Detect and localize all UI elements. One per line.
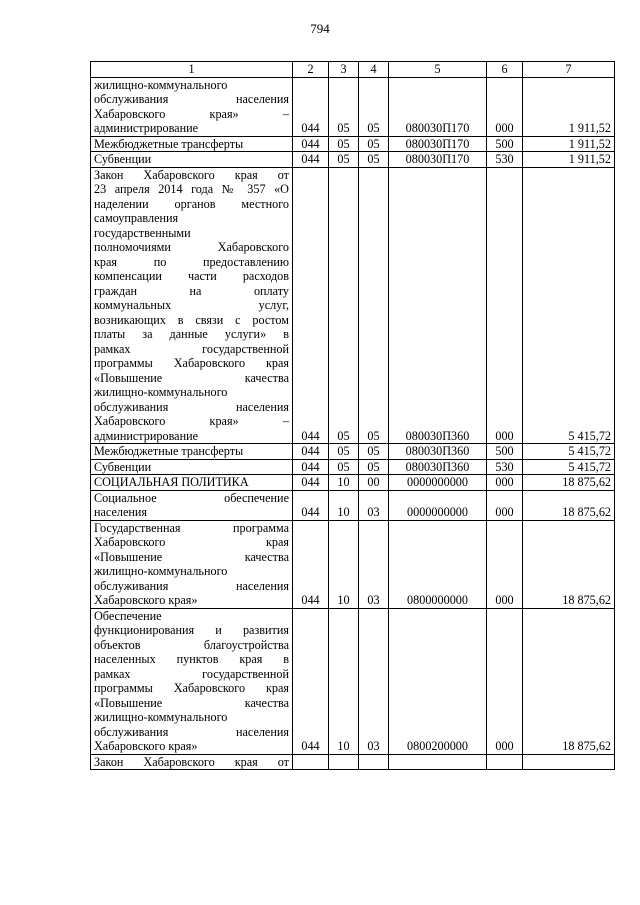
table-row — [91, 490, 615, 520]
column-header: 6 — [487, 62, 523, 78]
row-name-line: Хабаровского края» – — [94, 414, 289, 428]
row-name-line: Межбюджетные трансферты — [94, 136, 244, 151]
row-value-c3: 10 — [329, 520, 359, 608]
row-value-c7: 1 911,52 — [523, 77, 615, 136]
row-value-c4 — [359, 754, 389, 770]
row-name-line: наделении органов местного — [94, 196, 289, 211]
row-value-c3: 05 — [329, 459, 359, 475]
column-header: 7 — [523, 62, 615, 78]
budget-table — [90, 61, 615, 770]
row-name-line: компенсации части расходов — [94, 269, 289, 283]
row-value-c4: 05 — [359, 167, 389, 444]
row-value-c6: 530 — [487, 459, 523, 475]
row-value-c3: 05 — [329, 167, 359, 444]
row-name-line: Субвенции — [94, 459, 152, 474]
table-header-row — [91, 62, 615, 78]
row-name-line: Социальное обеспечение — [94, 490, 289, 505]
row-value-c5: 0800000000 — [389, 520, 487, 608]
row-value-c5: 080030П360 — [389, 459, 487, 475]
row-value-c2: 044 — [293, 444, 329, 460]
row-value-c7: 18 875,62 — [523, 608, 615, 754]
row-value-c6: 000 — [487, 490, 523, 520]
row-value-c2 — [293, 754, 329, 770]
row-value-c6: 000 — [487, 520, 523, 608]
row-value-c5 — [389, 754, 487, 770]
row-name-cell — [91, 152, 293, 168]
column-header: 4 — [359, 62, 389, 78]
row-name-line: самоуправления — [94, 211, 179, 225]
row-value-c5: 080030П170 — [389, 136, 487, 152]
column-header: 1 — [91, 62, 293, 78]
row-name-line: обслуживания населения — [94, 399, 289, 414]
row-name-line: населенных пунктов края в — [94, 652, 289, 666]
table-body — [91, 77, 615, 770]
row-value-c2: 044 — [293, 475, 329, 491]
row-value-c7: 18 875,62 — [523, 490, 615, 520]
row-value-c3: 05 — [329, 77, 359, 136]
row-name-line: рамках государственной — [94, 666, 289, 681]
row-name-line: жилищно-коммунального — [94, 385, 228, 399]
row-name-line: платы за данные услуги» в — [94, 327, 289, 341]
row-value-c6 — [487, 754, 523, 770]
row-value-c6: 500 — [487, 136, 523, 152]
table-row — [91, 754, 615, 770]
row-name-line: Хабаровского края» — [94, 739, 198, 753]
row-name-line: обслуживания населения — [94, 724, 289, 739]
row-name-line: Закон Хабаровского края от — [94, 754, 289, 769]
row-value-c2: 044 — [293, 152, 329, 168]
row-value-c5: 0800200000 — [389, 608, 487, 754]
row-value-c3: 10 — [329, 608, 359, 754]
row-value-c4: 05 — [359, 136, 389, 152]
row-value-c5: 080030П170 — [389, 77, 487, 136]
row-value-c7: 5 415,72 — [523, 459, 615, 475]
row-value-c5: 080030П360 — [389, 167, 487, 444]
row-value-c3: 05 — [329, 136, 359, 152]
row-name-line: жилищно-коммунального — [94, 710, 228, 724]
row-value-c4: 03 — [359, 490, 389, 520]
row-value-c2: 044 — [293, 490, 329, 520]
row-name-line: государственными — [94, 225, 191, 240]
row-value-c3: 10 — [329, 475, 359, 491]
row-name-line: жилищно-коммунального — [94, 77, 228, 92]
row-value-c4: 03 — [359, 608, 389, 754]
row-value-c5: 080030П170 — [389, 152, 487, 168]
table-row — [91, 520, 615, 608]
row-name-line: Хабаровского края» – — [94, 106, 289, 121]
row-name-line: Хабаровского края» — [94, 593, 198, 607]
row-value-c6: 000 — [487, 167, 523, 444]
row-name-line: возникающих в связи с ростом — [94, 312, 289, 327]
column-header: 5 — [389, 62, 487, 78]
row-value-c7: 1 911,52 — [523, 152, 615, 168]
column-header: 2 — [293, 62, 329, 78]
row-name-line: Закон Хабаровского края от — [94, 167, 289, 182]
row-name-line: СОЦИАЛЬНАЯ ПОЛИТИКА — [94, 475, 249, 489]
row-name-line: Обеспечение — [94, 608, 162, 623]
row-name-line: граждан на оплату — [94, 283, 289, 298]
row-value-c2: 044 — [293, 520, 329, 608]
row-value-c4: 05 — [359, 444, 389, 460]
table-row — [91, 77, 615, 136]
row-name-line: «Повышение качества — [94, 549, 289, 564]
row-value-c3 — [329, 754, 359, 770]
table-row — [91, 152, 615, 168]
row-value-c3: 10 — [329, 490, 359, 520]
row-name-line: 23 апреля 2014 года № 357 «О — [94, 182, 289, 196]
row-name-cell — [91, 459, 293, 475]
row-name-line: программы Хабаровского края — [94, 681, 289, 695]
row-name-line: «Повышение качества — [94, 370, 289, 385]
row-name-cell — [91, 608, 293, 754]
row-name-line: обслуживания населения — [94, 92, 289, 106]
row-name-line: администрирование — [94, 121, 199, 135]
row-value-c4: 05 — [359, 459, 389, 475]
row-name-line: функционирования и развития — [94, 623, 289, 637]
row-value-c5: 0000000000 — [389, 490, 487, 520]
row-name-cell — [91, 475, 293, 491]
row-value-c6: 000 — [487, 475, 523, 491]
row-value-c6: 000 — [487, 77, 523, 136]
row-value-c2: 044 — [293, 608, 329, 754]
row-value-c7 — [523, 754, 615, 770]
column-header: 3 — [329, 62, 359, 78]
row-value-c4: 00 — [359, 475, 389, 491]
row-value-c7: 18 875,62 — [523, 520, 615, 608]
row-name-line: жилищно-коммунального — [94, 564, 228, 578]
row-value-c2: 044 — [293, 136, 329, 152]
row-value-c6: 530 — [487, 152, 523, 168]
row-name-line: программы Хабаровского края — [94, 356, 289, 370]
row-name-line: полномочиями Хабаровского — [94, 240, 289, 254]
row-name-line: администрирование — [94, 428, 199, 443]
row-value-c4: 03 — [359, 520, 389, 608]
table-row — [91, 167, 615, 444]
row-value-c7: 1 911,52 — [523, 136, 615, 152]
row-name-cell — [91, 444, 293, 460]
row-value-c4: 05 — [359, 77, 389, 136]
row-value-c7: 5 415,72 — [523, 444, 615, 460]
row-value-c5: 080030П360 — [389, 444, 487, 460]
row-name-cell — [91, 490, 293, 520]
row-value-c2: 044 — [293, 459, 329, 475]
row-value-c5: 0000000000 — [389, 475, 487, 491]
row-name-line: коммунальных услуг, — [94, 298, 289, 312]
row-value-c6: 000 — [487, 608, 523, 754]
row-value-c4: 05 — [359, 152, 389, 168]
row-name-cell — [91, 167, 293, 444]
row-value-c3: 05 — [329, 152, 359, 168]
row-value-c7: 5 415,72 — [523, 167, 615, 444]
row-name-line: Межбюджетные трансферты — [94, 444, 244, 458]
row-name-line: рамках государственной — [94, 341, 289, 356]
table-row — [91, 136, 615, 152]
row-name-line: объектов благоустройства — [94, 637, 289, 652]
row-name-line: Государственная программа — [94, 520, 289, 535]
table-row — [91, 608, 615, 754]
row-value-c7: 18 875,62 — [523, 475, 615, 491]
table-row — [91, 459, 615, 475]
row-name-line: Хабаровского края — [94, 535, 289, 549]
row-name-line: населения — [94, 505, 148, 519]
row-name-cell — [91, 136, 293, 152]
page-number: 794 — [310, 21, 330, 36]
row-name-cell — [91, 520, 293, 608]
row-value-c6: 500 — [487, 444, 523, 460]
row-name-line: Субвенции — [94, 152, 152, 166]
table-row — [91, 444, 615, 460]
row-value-c2: 044 — [293, 77, 329, 136]
row-name-cell — [91, 77, 293, 136]
table-row — [91, 475, 615, 491]
row-value-c3: 05 — [329, 444, 359, 460]
row-value-c2: 044 — [293, 167, 329, 444]
row-name-line: обслуживания населения — [94, 578, 289, 593]
row-name-line: края по предоставлению — [94, 254, 289, 269]
row-name-cell — [91, 754, 293, 770]
row-name-line: «Повышение качества — [94, 695, 289, 710]
